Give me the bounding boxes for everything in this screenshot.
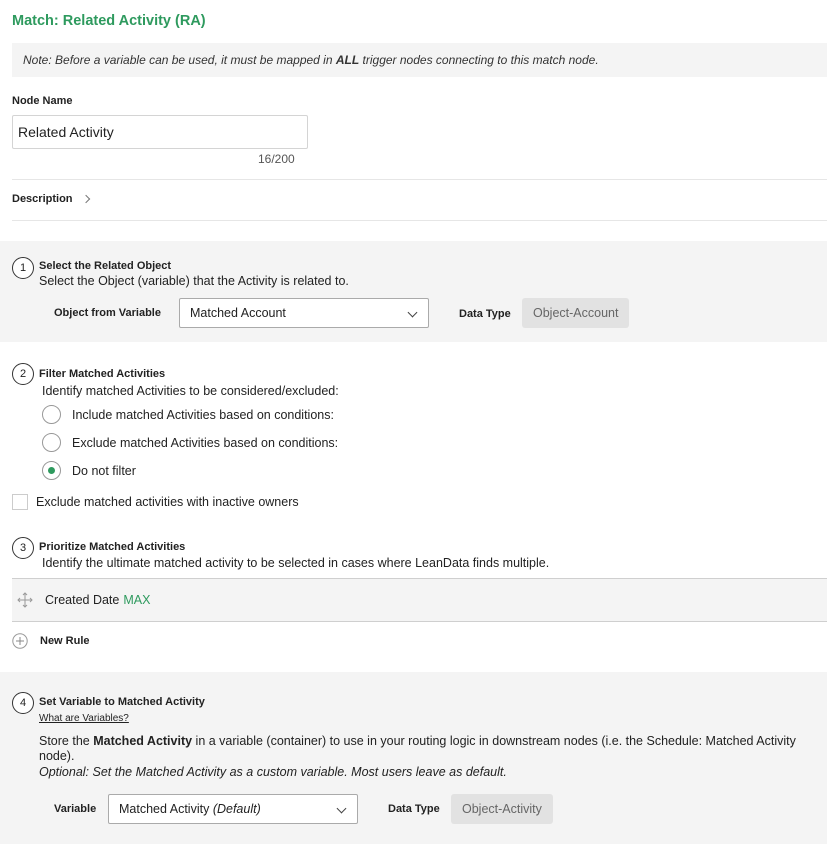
- step1-number: 1: [12, 257, 34, 279]
- store-suffix: in a variable (container) to use in your routing logic in downstream nodes (i.e. the Schedule: Matched Activity node).: [39, 734, 796, 763]
- drag-move-icon[interactable]: [16, 591, 34, 609]
- variable-label: Variable: [54, 803, 97, 815]
- step4-number: 4: [12, 692, 34, 714]
- object-from-variable-select[interactable]: [179, 298, 429, 328]
- filter-option-label: Exclude matched Activities based on conditions:: [72, 435, 339, 450]
- priority-rule-row[interactable]: [12, 578, 827, 622]
- step2-desc: Identify matched Activities to be considered/excluded:: [42, 384, 339, 398]
- note-suffix: trigger nodes connecting to this match node.: [359, 53, 599, 67]
- note-prefix: Note: Before a variable can be used, it must be mapped in: [23, 53, 336, 67]
- store-variable-text: [39, 734, 814, 764]
- filter-option-label: Do not filter: [72, 463, 136, 478]
- step3-desc: Identify the ultimate matched activity to be selected in cases where LeanData finds multiple.: [42, 556, 550, 570]
- variable-value: Matched Activity: [119, 802, 210, 816]
- store-bold: Matched Activity: [93, 734, 193, 748]
- variable-default: (Default): [212, 802, 261, 816]
- radio-include[interactable]: [42, 405, 61, 424]
- what-are-variables-link[interactable]: What are Variables?: [39, 713, 129, 724]
- step3-number: 3: [12, 537, 34, 559]
- node-name-label: Node Name: [12, 95, 73, 107]
- filter-option-label: Include matched Activities based on conditions:: [72, 407, 334, 422]
- description-toggle[interactable]: [12, 193, 89, 205]
- data-type-badge: Object-Account: [522, 298, 629, 328]
- mapping-note: [12, 43, 827, 77]
- step1-desc: Select the Object (variable) that the Activity is related to.: [39, 274, 349, 288]
- data-type-badge: Object-Activity: [451, 794, 553, 824]
- description-label: Description: [12, 193, 73, 205]
- chevron-down-icon: [408, 308, 418, 318]
- radio-do-not-filter[interactable]: [42, 461, 61, 480]
- store-prefix: Store the: [39, 734, 94, 748]
- data-type-label: Data Type: [388, 803, 440, 815]
- step4-title: Set Variable to Matched Activity: [39, 696, 205, 708]
- object-from-variable-value: Matched Account: [190, 306, 286, 320]
- new-rule-label: New Rule: [40, 635, 90, 647]
- filter-option-include[interactable]: [42, 405, 334, 424]
- exclude-inactive-label: Exclude matched activities with inactive owners: [36, 495, 299, 509]
- note-emphasis: ALL: [335, 53, 360, 67]
- filter-option-none[interactable]: [42, 461, 136, 480]
- rule-order[interactable]: MAX: [123, 593, 151, 607]
- char-count: 16/200: [258, 152, 295, 166]
- plus-circle-icon: [12, 633, 28, 649]
- step2-number: 2: [12, 363, 34, 385]
- step1-section: [0, 241, 827, 342]
- exclude-inactive-checkbox[interactable]: [12, 494, 28, 510]
- step1-title: Select the Related Object: [39, 260, 172, 272]
- step3-title: Prioritize Matched Activities: [39, 541, 186, 553]
- node-name-input[interactable]: [12, 115, 308, 149]
- divider: [12, 179, 827, 180]
- filter-option-exclude[interactable]: [42, 433, 338, 452]
- divider: [12, 220, 827, 221]
- step2-title: Filter Matched Activities: [39, 368, 166, 380]
- new-rule-button[interactable]: [12, 633, 90, 649]
- variable-select[interactable]: [108, 794, 358, 824]
- optional-note: Optional: Set the Matched Activity as a custom variable. Most users leave as default.: [39, 765, 507, 779]
- page-title: Match: Related Activity (RA): [12, 13, 206, 29]
- exclude-inactive-owners[interactable]: [12, 494, 299, 510]
- chevron-right-icon: [81, 195, 89, 203]
- rule-field: Created Date: [45, 593, 120, 607]
- radio-exclude[interactable]: [42, 433, 61, 452]
- chevron-down-icon: [337, 804, 347, 814]
- data-type-label: Data Type: [459, 308, 511, 320]
- object-from-variable-label: Object from Variable: [54, 307, 161, 319]
